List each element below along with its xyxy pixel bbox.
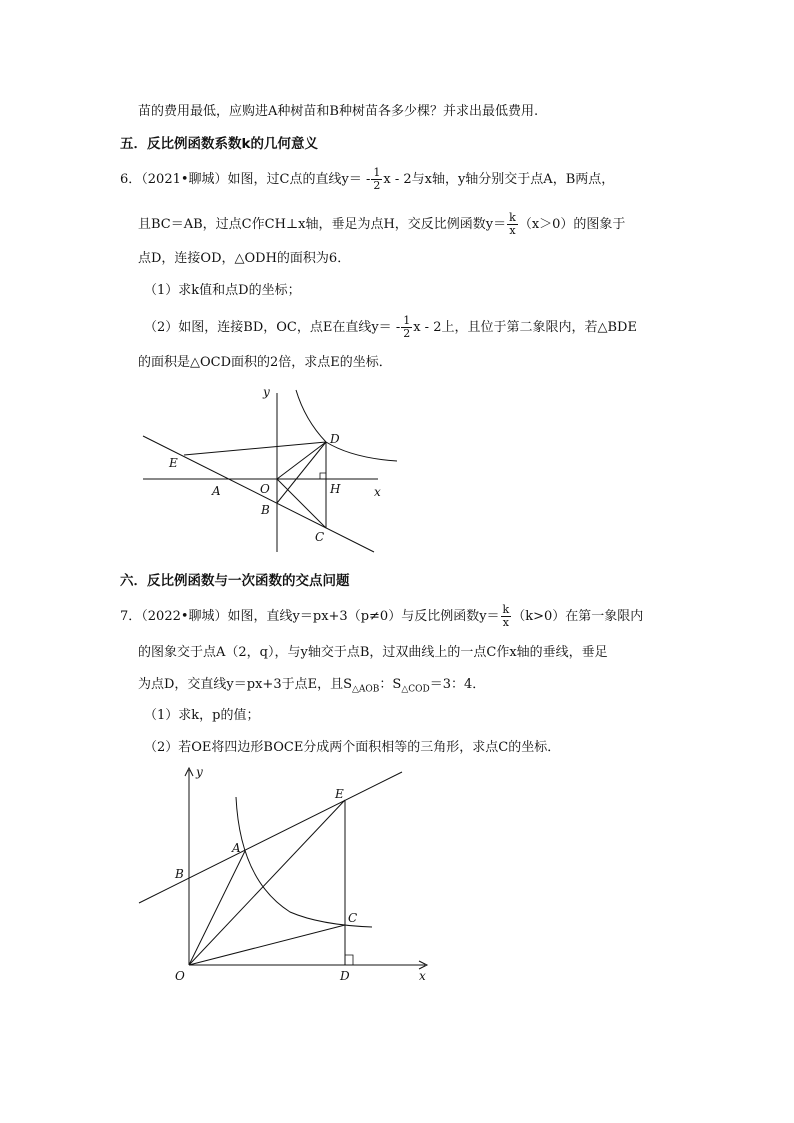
segment-oe xyxy=(189,800,345,965)
label-y: y xyxy=(196,765,203,779)
label-b: B xyxy=(261,503,270,517)
right-angle-mark xyxy=(320,473,326,479)
segment-oc xyxy=(189,925,345,965)
problem-7-question-2: （2）若OE将四边形BOCE分成两个面积相等的三角形，求点C的坐标． xyxy=(144,740,561,755)
fraction: $\frac{k}{x}$ xyxy=(502,603,510,629)
label-d: D xyxy=(340,969,350,983)
segment-oa xyxy=(189,851,245,965)
problem-6-number: 6． xyxy=(120,172,142,187)
problem-6-question-1: （1）求k值和点D的坐标； xyxy=(144,283,301,298)
right-angle-mark xyxy=(345,955,353,965)
label-x: x xyxy=(374,485,381,499)
label-x: x xyxy=(419,969,426,983)
label-a: A xyxy=(232,841,241,855)
label-c: C xyxy=(315,530,325,544)
label-e: E xyxy=(335,787,344,801)
problem-7-number: 7． xyxy=(120,609,142,624)
problem-7-source: （2022•聊城） xyxy=(141,609,228,624)
problem-7-line-2: 的图象交于点A（2，q），与y轴交于点B，过双曲线上的一点C作x轴的垂线，垂足 xyxy=(138,645,608,660)
segment-ed xyxy=(184,442,326,455)
fraction: $\frac{k}{x}$ xyxy=(509,211,516,237)
problem-7-line-3: 为点D，交直线y＝px+3于点E，且$S_{\triangle AOB}$：$S_{\triangle COD}=3$：4． xyxy=(138,677,486,695)
figure-problem-7 xyxy=(130,760,440,990)
problem-6-line-2: 且BC＝AB，过点C作CH⊥x轴，垂足为点H，交反比例函数y＝ $\frac{k}{x}$ （x＞0）的图象于 xyxy=(138,211,626,237)
problem-7-line-1: 7．（2022•聊城）如图，直线y＝px+3（p≠0）与反比例函数y＝ $\frac{k}{x}$ （k>0）在第一象限内 xyxy=(120,603,644,629)
section-6-heading: 六．反比例函数与一次函数的交点问题 xyxy=(120,573,350,589)
label-o: O xyxy=(175,969,185,983)
figure-problem-6 xyxy=(130,375,420,560)
hyperbola xyxy=(236,797,372,927)
segment-bd xyxy=(277,442,326,503)
label-c: C xyxy=(348,911,358,925)
segment-oc xyxy=(277,479,326,528)
label-b: B xyxy=(175,867,184,881)
continuation-line: 苗的费用最低，应购进A种树苗和B种树苗各多少棵？并求出最低费用. xyxy=(138,104,539,119)
label-y: y xyxy=(263,385,270,399)
hyperbola xyxy=(296,390,397,461)
problem-6-line-3: 点D，连接OD，△ODH的面积为6． xyxy=(138,251,351,266)
label-h: H xyxy=(330,482,341,496)
problem-6-line-1: 6．（2021•聊城）如图，过C点的直线y＝ - $\frac{1}{2}$ x - 2与x轴，y轴分别交于点A，B两点， xyxy=(120,166,615,192)
label-o: O xyxy=(260,482,270,496)
line-be xyxy=(139,772,402,903)
label-e: E xyxy=(169,456,178,470)
problem-7-question-1: （1）求k，p的值； xyxy=(144,708,260,723)
fraction: $\frac{1}{2}$ xyxy=(373,166,381,192)
label-a: A xyxy=(212,484,221,498)
segment-od xyxy=(277,442,326,479)
problem-6-question-2-line-1: （2）如图，连接BD，OC，点E在直线y＝ - $\frac{1}{2}$ x - 2上，且位于第二象限内，若△BDE xyxy=(144,314,637,340)
fraction: $\frac{1}{2}$ xyxy=(403,314,411,340)
label-d: D xyxy=(330,432,340,446)
problem-6-question-2-line-2: 的面积是△OCD面积的2倍，求点E的坐标． xyxy=(138,355,392,370)
problem-6-source: （2021•聊城） xyxy=(141,172,228,187)
section-5-heading: 五．反比例函数系数k的几何意义 xyxy=(120,136,318,152)
